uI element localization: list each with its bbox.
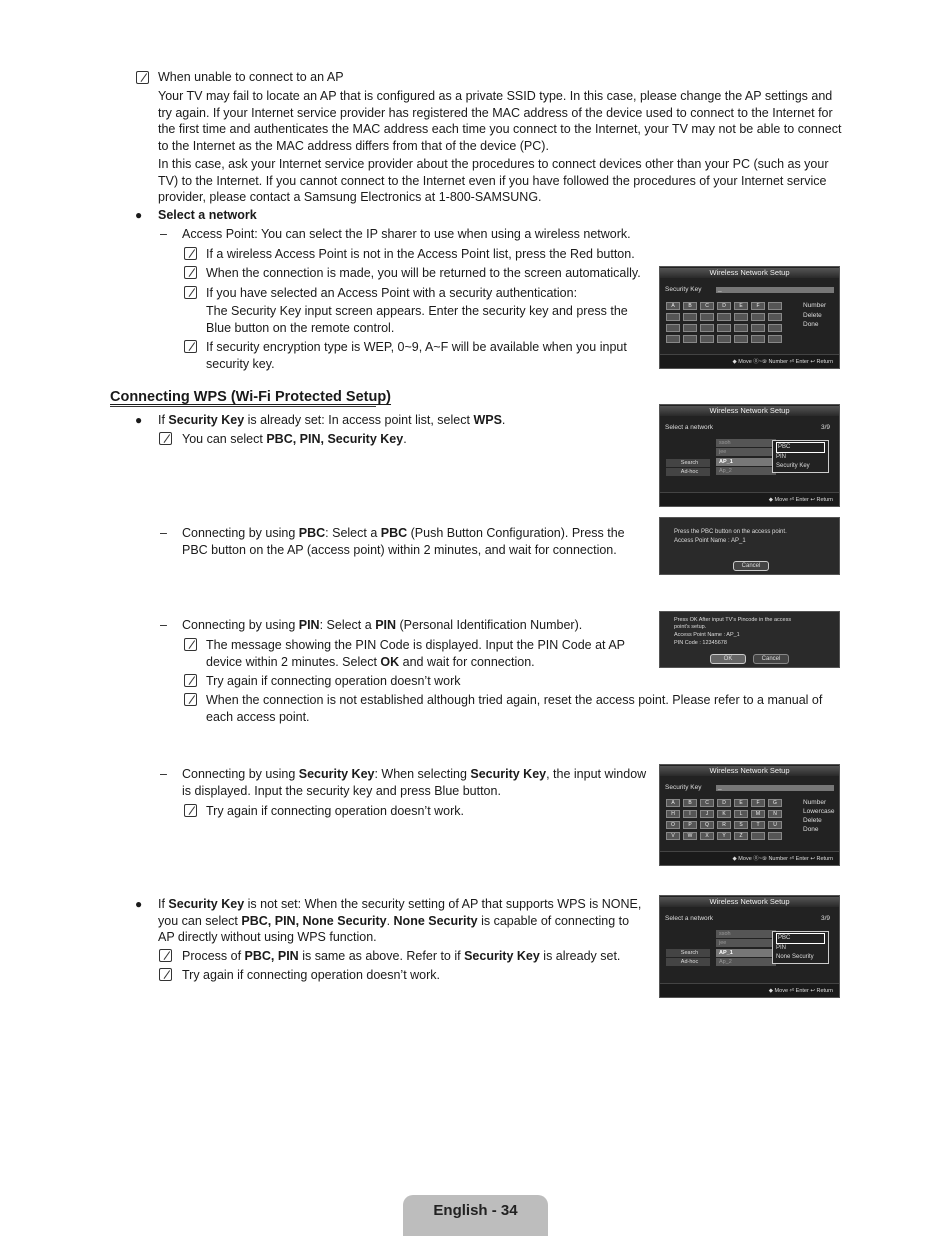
- dialog-message: Press OK After input TV's Pincode in the access: [674, 617, 792, 623]
- menu-item: PIN: [776, 945, 787, 951]
- section-title: Select a network: [158, 208, 257, 222]
- key: Y: [717, 832, 731, 840]
- note-text: The message showing the PIN Code is displayed. Input the PIN Code at AP device within 2 minutes. Select OK and wait for connection.: [206, 638, 625, 669]
- screen-title: Wireless Network Setup: [660, 897, 839, 907]
- screen-footer: ◆ Move ⓪~⑨ Number ⏎ Enter ↩ Return: [660, 354, 839, 368]
- note-text: Process of PBC, PIN is same as above. Refer to if Security Key is already set.: [182, 949, 621, 963]
- note-icon: [159, 949, 172, 962]
- note-icon: [184, 286, 197, 299]
- select-network-label: Select a network: [665, 424, 714, 431]
- screen-title: Wireless Network Setup: [660, 268, 839, 278]
- key: [700, 313, 714, 321]
- page-number: English - 34: [403, 1195, 548, 1236]
- security-key-label: Security Key: [665, 286, 702, 293]
- ap-row: Ap_2: [716, 467, 776, 475]
- section-heading: Connecting WPS (Wi-Fi Protected Setup): [110, 389, 392, 405]
- ap-row: jee: [716, 448, 776, 456]
- key: [717, 324, 731, 332]
- side-delete: Delete: [803, 312, 822, 319]
- security-key-screen: [659, 266, 840, 369]
- note-text: Try again if connecting operation doesn’t work.: [182, 968, 441, 982]
- key: B: [683, 302, 697, 310]
- bullet: ●: [135, 208, 143, 222]
- dialog-message: PIN Code : 12345678: [674, 640, 727, 646]
- select-network-screen: [659, 404, 840, 507]
- note-text: When the connection is not established although tried again, reset the access point. Please refer to a manual of each access point.: [206, 693, 823, 724]
- list-item: Access Point: You can select the IP sharer to use when using a wireless network.: [182, 227, 631, 241]
- pbc-instructions: Connecting by using PBC: Select a PBC (Push Button Configuration). Press the PBC button on the AP (access point) within 2 minutes, and wait for connection.: [182, 526, 625, 557]
- note-icon: [184, 638, 197, 651]
- note-icon: [136, 71, 149, 84]
- note-icon: [184, 247, 197, 260]
- side-number: Number: [803, 302, 827, 309]
- key: L: [734, 810, 748, 818]
- ok-button: OK: [710, 654, 746, 664]
- security-key-instructions: Connecting by using Security Key: When selecting Security Key, the input window is displayed. Input the security key and press Blue button.: [182, 767, 647, 798]
- key: P: [683, 821, 697, 829]
- note-text: When the connection is made, you will be returned to the screen automatically.: [206, 266, 641, 280]
- pin-dialog-screen: [659, 611, 840, 668]
- note-text: The Security Key input screen appears. Enter the security key and press the Blue button on the remote control.: [206, 304, 628, 335]
- search-button: Search: [666, 949, 710, 957]
- side-done: Done: [803, 321, 819, 328]
- key: [717, 313, 731, 321]
- key: E: [734, 799, 748, 807]
- cursor: _: [718, 285, 722, 292]
- key: [683, 324, 697, 332]
- key: G: [768, 799, 782, 807]
- wps-bullet-2: If Security Key is not set: When the security setting of AP that supports WPS is NONE, you can select PBC, PIN, None Security. None Security is capable of connecting to AP directly without using WPS function.: [158, 897, 642, 944]
- key: [734, 324, 748, 332]
- key: U: [768, 821, 782, 829]
- screen-footer: ◆ Move ⓪~⑨ Number ⏎ Enter ↩ Return: [660, 851, 839, 865]
- dash: –: [160, 767, 167, 781]
- key: X: [700, 832, 714, 840]
- adhoc-button: Ad-hoc: [666, 958, 710, 966]
- wps-bullet-1: If Security Key is already set: In access point list, select WPS.: [158, 413, 506, 427]
- paragraph: In this case, ask your Internet service provider about the procedures to connect devices other than your PC (such as your TV) to the Internet. If you cannot connect to the Internet even if you have followed the procedures of your Internet service provider, please contact a Samsung Electronics at 1-800-SAMSUNG.: [158, 157, 829, 204]
- page-count: 3/9: [821, 915, 831, 922]
- wps-menu: [772, 440, 829, 473]
- note-icon: [159, 432, 172, 445]
- key: [734, 335, 748, 343]
- dash: –: [160, 526, 167, 540]
- key: K: [717, 810, 731, 818]
- side-done: Done: [803, 826, 819, 833]
- dialog-message: Press the PBC button on the access point.: [674, 529, 787, 535]
- note-title: When unable to connect to an AP: [158, 70, 344, 84]
- select-network-label: Select a network: [665, 915, 714, 922]
- note-icon: [184, 674, 197, 687]
- menu-item: None Security: [776, 954, 814, 960]
- bullet: ●: [135, 413, 143, 427]
- key: S: [734, 821, 748, 829]
- dash: –: [160, 227, 167, 241]
- note-text: Try again if connecting operation doesn’t work.: [206, 804, 465, 818]
- key: T: [751, 821, 765, 829]
- note-icon: [184, 804, 197, 817]
- key: [768, 313, 782, 321]
- security-key-label: Security Key: [665, 784, 702, 791]
- page-count: 3/9: [821, 424, 831, 431]
- key: Q: [700, 821, 714, 829]
- key: W: [683, 832, 697, 840]
- select-network-screen-2: [659, 895, 840, 998]
- side-delete: Delete: [803, 817, 822, 824]
- key: [751, 324, 765, 332]
- ap-row: AP_1: [716, 949, 776, 957]
- key: V: [666, 832, 680, 840]
- note-icon: [184, 693, 197, 706]
- menu-item: Security Key: [776, 463, 810, 469]
- wps-menu: [772, 931, 829, 964]
- bullet: ●: [135, 897, 143, 911]
- key: [666, 313, 680, 321]
- key: H: [666, 810, 680, 818]
- security-key-field: [716, 287, 834, 293]
- menu-item: PBC: [776, 442, 825, 453]
- key: A: [666, 302, 680, 310]
- ap-row: ssoh: [716, 439, 776, 447]
- dialog-message: Access Point Name : AP_1: [674, 538, 746, 544]
- pbc-dialog-screen: [659, 517, 840, 575]
- dialog-message: Access Point Name : AP_1: [674, 632, 740, 638]
- key: R: [717, 821, 731, 829]
- ap-row: ssoh: [716, 930, 776, 938]
- screen-footer: ◆ Move ⏎ Enter ↩ Return: [660, 492, 839, 506]
- menu-item: PBC: [776, 933, 825, 944]
- note-icon: [184, 340, 197, 353]
- key: C: [700, 799, 714, 807]
- key: [683, 313, 697, 321]
- ap-row: jee: [716, 939, 776, 947]
- key: [768, 302, 782, 310]
- key: [666, 324, 680, 332]
- side-lowercase: Lowercase: [803, 808, 835, 815]
- key: I: [683, 810, 697, 818]
- key: Z: [734, 832, 748, 840]
- screen-footer: ◆ Move ⏎ Enter ↩ Return: [660, 983, 839, 997]
- ap-row: Ap_2: [716, 958, 776, 966]
- key: N: [768, 810, 782, 818]
- cancel-button: Cancel: [733, 561, 769, 571]
- note-text: If a wireless Access Point is not in the Access Point list, press the Red button.: [206, 247, 635, 261]
- note-icon: [184, 266, 197, 279]
- key: [717, 335, 731, 343]
- key: D: [717, 302, 731, 310]
- key: [768, 324, 782, 332]
- cursor: _: [718, 783, 722, 790]
- key: B: [683, 799, 697, 807]
- key: [700, 335, 714, 343]
- note-text: Try again if connecting operation doesn’t work: [206, 674, 461, 688]
- key: M: [751, 810, 765, 818]
- paragraph: Your TV may fail to locate an AP that is configured as a private SSID type. In this case, please change the AP settings and try again. If your Internet service provider has registered the MAC address of the device used to connect to the Internet for the first time and authenticates the MAC address each time you connect to the Internet, your TV may not be able to connect to the Internet as the MAC address differs from that of the device (PC).: [158, 89, 842, 153]
- key: E: [734, 302, 748, 310]
- key: [751, 832, 765, 840]
- key: A: [666, 799, 680, 807]
- key: J: [700, 810, 714, 818]
- menu-item: PIN: [776, 454, 787, 460]
- key: [751, 335, 765, 343]
- side-number: Number: [803, 799, 827, 806]
- key: D: [717, 799, 731, 807]
- cancel-button: Cancel: [753, 654, 789, 664]
- note-text: You can select PBC, PIN, Security Key.: [182, 432, 407, 446]
- key: [666, 335, 680, 343]
- note-icon: [159, 968, 172, 981]
- key: F: [751, 302, 765, 310]
- key: [751, 313, 765, 321]
- heading-underline: [110, 406, 376, 407]
- note-text: If security encryption type is WEP, 0~9, A~F will be available when you input security key.: [206, 340, 627, 371]
- key: [734, 313, 748, 321]
- key: [700, 324, 714, 332]
- key: F: [751, 799, 765, 807]
- key: O: [666, 821, 680, 829]
- key: [683, 335, 697, 343]
- key: C: [700, 302, 714, 310]
- security-key-field: [716, 785, 834, 791]
- screen-title: Wireless Network Setup: [660, 406, 839, 416]
- pin-instructions: Connecting by using PIN: Select a PIN (Personal Identification Number).: [182, 618, 583, 632]
- adhoc-button: Ad-hoc: [666, 468, 710, 476]
- ap-row: AP_1: [716, 458, 776, 466]
- key: [768, 335, 782, 343]
- note-text: If you have selected an Access Point with a security authentication:: [206, 286, 578, 300]
- key: [768, 832, 782, 840]
- security-key-alpha-screen: [659, 764, 840, 866]
- dash: –: [160, 618, 167, 632]
- search-button: Search: [666, 459, 710, 467]
- dialog-message: point's setup.: [674, 624, 707, 630]
- screen-title: Wireless Network Setup: [660, 766, 839, 776]
